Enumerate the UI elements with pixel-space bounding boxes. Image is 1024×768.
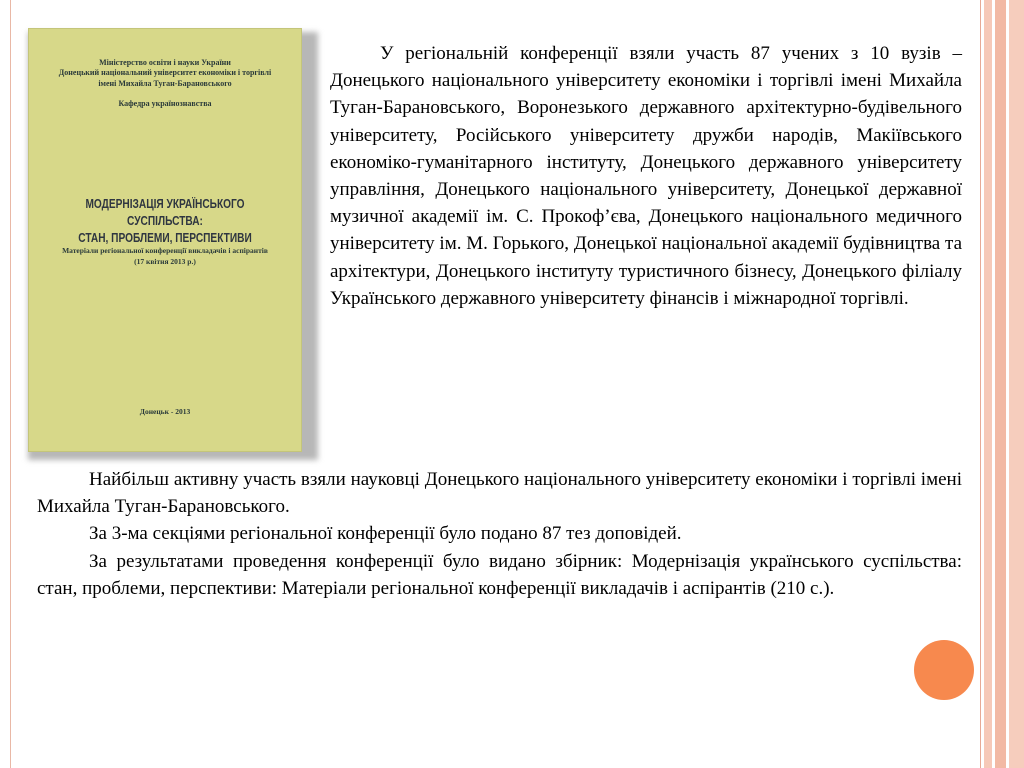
book-cover <box>28 28 302 452</box>
cover-subtitle-line2: (17 квітня 2013 р.) <box>134 257 196 266</box>
cover-title-line2: СТАН, ПРОБЛЕМИ, ПЕРСПЕКТИВИ <box>78 230 252 245</box>
cover-title-line1: МОДЕРНІЗАЦІЯ УКРАЇНСЬКОГО СУСПІЛЬСТВА: <box>85 196 245 228</box>
cover-city-year: Донецьк - 2013 <box>139 407 191 416</box>
paragraph-active-participation: Найбільш активну участь взяли науковці Донецького національного університету економіки і торгівлі імені Михайла Туган-Барановського. <box>37 469 962 518</box>
paragraph-results: За результатами проведення конференції було видано збірник: Модернізація українського суспільства: стан, проблеми, перспективи: Матеріали регіональної конференції викладачів і аспірантів (210 с.). <box>37 550 962 599</box>
paragraph-participants: У регіональній конференції взяли участь 87 учених з 10 вузів – Донецького національного університету економіки і торгівлі імені Михайла Туган-Барановського, Воронезького державного архітектурно-будівельного університету, Російського університету дружби народів, Макіївського економіко-гуманітарного інституту, Донецького державного університету управління, Донецького національного університету, Донецької державної музичної академії ім. С. Прокоф’єва, Донецького національного медичного університету ім. М. Горького, Донецької національної академії будівництва та архітектури, Донецького інституту туристичного бізнесу, Донецького філіалу Українського державного університету фінансів і міжнародної торгівлі. <box>330 43 962 309</box>
cover-subtitle-line1: Матеріали регіональної конференції викладачів і аспірантів <box>62 246 268 255</box>
cover-ministry: Міністерство освіти і науки України <box>99 58 231 67</box>
cover-department: Кафедра українознавства <box>118 99 212 108</box>
right-decorative-stripes <box>980 0 1024 768</box>
book-cover-image <box>22 24 322 464</box>
summary-text-block <box>37 466 962 602</box>
orange-circle-decoration <box>914 640 974 700</box>
cover-title <box>59 195 271 246</box>
cover-university-line1: Донецький національний університет економіки і торгівлі <box>58 68 272 77</box>
cover-university-line2: імені Михайла Туган-Барановського <box>98 79 232 88</box>
left-frame-line <box>10 0 11 768</box>
participants-text-block <box>330 40 962 312</box>
paragraph-sections: За 3-ма секціями регіональної конференції було подано 87 тез доповідей. <box>89 523 682 545</box>
